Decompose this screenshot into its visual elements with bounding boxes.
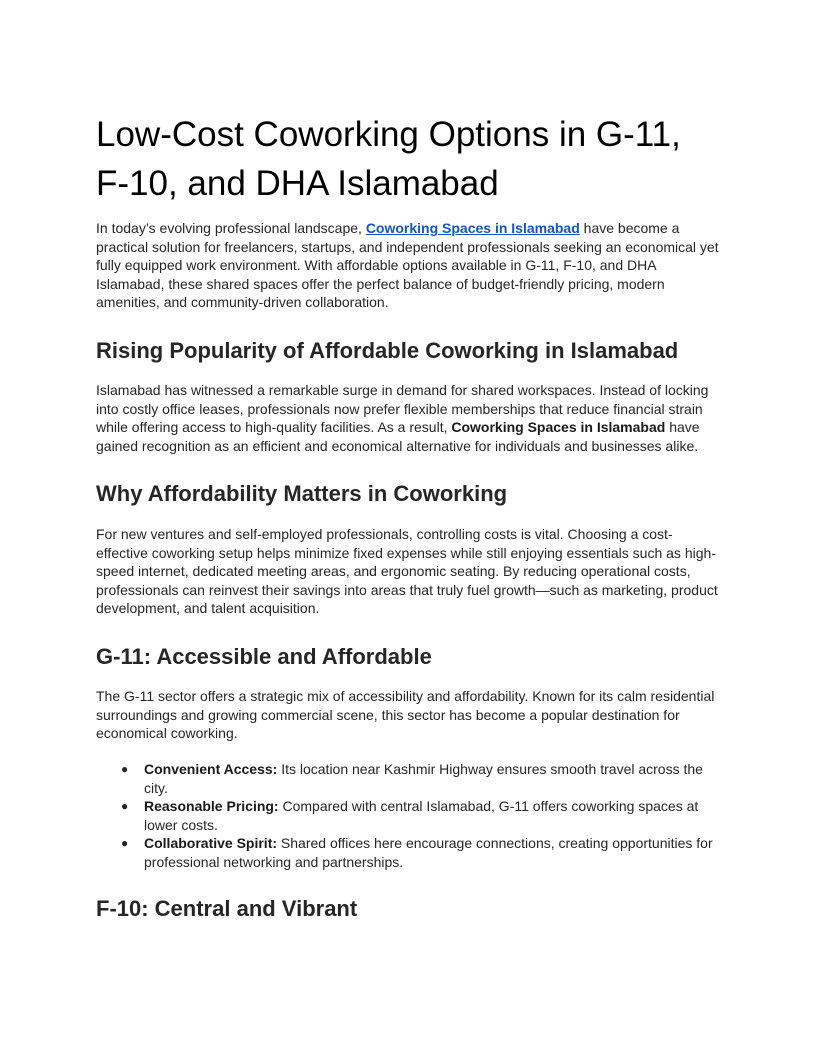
page-title: Low-Cost Coworking Options in G-11, F-10, and DHA Islamabad bbox=[96, 115, 681, 203]
list-item bbox=[96, 834, 722, 871]
rising-popularity-paragraph bbox=[96, 381, 722, 455]
intro-paragraph bbox=[96, 219, 722, 312]
bullet-text: Shared offices here encourage connections, creating opportunities for professional networking and partnerships. bbox=[144, 835, 713, 870]
bullet-text: Compared with central Islamabad, G-11 offers coworking spaces at lower costs. bbox=[144, 798, 699, 833]
bullet-label: Reasonable Pricing: bbox=[144, 798, 279, 815]
coworking-spaces-link[interactable]: Coworking Spaces in Islamabad bbox=[365, 220, 580, 236]
list-item bbox=[96, 760, 722, 797]
heading-why-affordability: Why Affordability Matters in Coworking bbox=[96, 481, 508, 506]
heading-f10: F-10: Central and Vibrant bbox=[96, 896, 358, 921]
intro-text-before-link: In today’s evolving professional landscape, bbox=[96, 220, 366, 236]
bullet-text: Its location near Kashmir Highway ensures smooth travel across the city. bbox=[144, 761, 703, 796]
bullet-icon: ● bbox=[121, 799, 129, 814]
g11-bullet-list bbox=[96, 760, 722, 872]
intro-text-after-link: have become a practical solution for freelancers, startups, and independent professionals seeking an economical yet fully equipped work environment. With affordable options available in G-11, F-10, and DHA Islamabad, these shared spaces offer the perfect balance of budget-friendly pricing, modern amenities, and community-driven collaboration. bbox=[96, 220, 719, 311]
heading-rising-popularity: Rising Popularity of Affordable Coworking in Islamabad bbox=[96, 338, 679, 363]
bullet-label: Convenient Access: bbox=[144, 761, 278, 777]
rising-bold-text: Coworking Spaces in Islamabad bbox=[451, 419, 666, 436]
rising-text-before-bold: Islamabad has witnessed a remarkable surge in demand for shared workspaces. Instead of locking into costly office leases, professionals now prefer flexible memberships that reduce financial strain while offering access to high-quality facilities. As a result, bbox=[96, 382, 709, 436]
bullet-label: Collaborative Spirit: bbox=[144, 835, 278, 852]
list-item bbox=[96, 797, 722, 834]
bullet-icon: ● bbox=[121, 762, 129, 776]
heading-g11: G-11: Accessible and Affordable bbox=[96, 644, 432, 669]
bullet-icon: ● bbox=[121, 836, 129, 851]
rising-text-after-bold: have gained recognition as an efficient and economical alternative for individuals and businesses alike. bbox=[96, 419, 700, 454]
why-affordability-paragraph: For new ventures and self-employed professionals, controlling costs is vital. Choosing a cost-effective coworking setup helps minimize fixed expenses while still enjoying essentials such as high-speed internet, dedicated meeting areas, and ergonomic seating. By reducing operational costs, professionals can reinvest their savings into areas that truly fuel growth—such as marketing, product development, and talent acquisition. bbox=[96, 526, 718, 617]
g11-paragraph: The G-11 sector offers a strategic mix of accessibility and affordability. Known for its calm residential surroundings and growing commercial scene, this sector has become a popular destination for economical coworking. bbox=[96, 688, 715, 742]
